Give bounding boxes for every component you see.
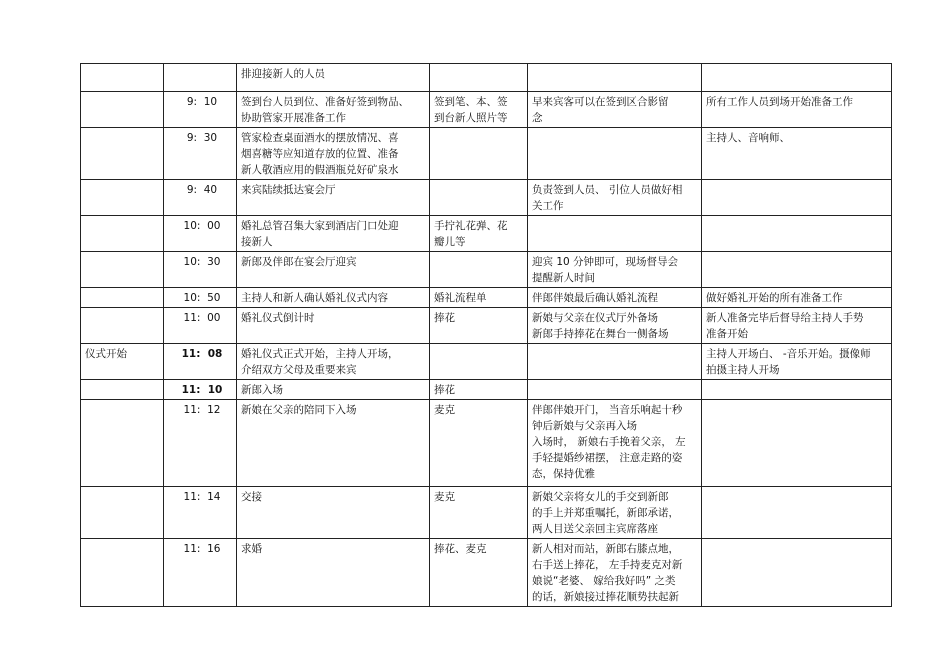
note-cell bbox=[528, 128, 702, 180]
props-cell bbox=[430, 180, 528, 216]
task-cell-line: 接新人 bbox=[241, 236, 273, 248]
phase-cell bbox=[81, 288, 164, 308]
note-cell-line: 新人相对而站，新郎右膝点地， bbox=[532, 543, 679, 555]
props-cell bbox=[430, 380, 528, 400]
staff-cell bbox=[702, 344, 892, 380]
task-cell bbox=[237, 128, 430, 180]
note-cell-line: 入场时， 新娘右手挽着父亲， 左 bbox=[532, 436, 686, 448]
phase-cell bbox=[81, 64, 164, 92]
task-cell-line: 婚礼仪式倒计时 bbox=[241, 312, 315, 324]
task-cell-line: 交接 bbox=[241, 491, 262, 503]
task-cell-line: 签到台人员到位、准备好签到物品、 bbox=[241, 96, 409, 108]
phase-cell bbox=[81, 216, 164, 252]
task-cell-line: 来宾陆续抵达宴会厅 bbox=[241, 184, 336, 196]
time-cell: 11: 16 bbox=[164, 539, 237, 607]
staff-cell-line: 准备开始 bbox=[706, 328, 748, 340]
schedule-table bbox=[80, 63, 892, 607]
note-cell bbox=[528, 92, 702, 128]
time-cell: 11: 12 bbox=[164, 400, 237, 487]
task-cell-line: 烟喜糖等应知道存放的位置、准备 bbox=[241, 148, 399, 160]
time-cell: 10: 50 bbox=[164, 288, 237, 308]
time-cell: 11: 00 bbox=[164, 308, 237, 344]
note-cell-line: 的话，新娘接过捧花顺势扶起新 bbox=[532, 591, 679, 603]
task-cell-line: 新郎入场 bbox=[241, 384, 283, 396]
staff-cell bbox=[702, 288, 892, 308]
note-cell-line: 右手送上捧花， 左手持麦克对新 bbox=[532, 559, 683, 571]
task-cell-line: 排迎接新人的人员 bbox=[241, 68, 325, 80]
note-cell-line: 提醒新人时间 bbox=[532, 272, 595, 284]
note-cell-line: 娘说“老婆、 嫁给我好吗” 之类 bbox=[532, 575, 676, 587]
time-cell: 10: 00 bbox=[164, 216, 237, 252]
table-row bbox=[81, 539, 892, 607]
note-cell bbox=[528, 308, 702, 344]
phase-cell bbox=[81, 308, 164, 344]
phase-cell bbox=[81, 487, 164, 539]
task-cell bbox=[237, 539, 430, 607]
props-cell bbox=[430, 64, 528, 92]
props-cell-line: 瓣儿等 bbox=[434, 236, 466, 248]
table-row bbox=[81, 380, 892, 400]
note-cell bbox=[528, 539, 702, 607]
phase-cell bbox=[81, 252, 164, 288]
props-cell-line: 到台新人照片等 bbox=[434, 112, 508, 124]
note-cell bbox=[528, 487, 702, 539]
time-cell bbox=[164, 64, 237, 92]
task-cell-line: 婚礼总管召集大家到酒店门口处迎 bbox=[241, 220, 399, 232]
props-cell bbox=[430, 92, 528, 128]
time-cell: 10: 30 bbox=[164, 252, 237, 288]
props-cell bbox=[430, 308, 528, 344]
table-row bbox=[81, 180, 892, 216]
note-cell-line: 钟后新娘与父亲再入场 bbox=[532, 420, 637, 432]
props-cell bbox=[430, 288, 528, 308]
props-cell-line: 婚礼流程单 bbox=[434, 292, 487, 304]
time-cell: 11: 10 bbox=[164, 380, 237, 400]
phase-cell bbox=[81, 380, 164, 400]
props-cell-line: 捧花 bbox=[434, 312, 455, 324]
note-cell-line: 手轻提婚纱裙摆， 注意走路的姿 bbox=[532, 452, 683, 464]
table-row bbox=[81, 487, 892, 539]
note-cell bbox=[528, 380, 702, 400]
task-cell-line: 新娘在父亲的陪同下入场 bbox=[241, 404, 357, 416]
task-cell-line: 管家检查桌面酒水的摆放情况、喜 bbox=[241, 132, 399, 144]
note-cell bbox=[528, 288, 702, 308]
phase-cell bbox=[81, 180, 164, 216]
task-cell-line: 介绍双方父母及重要来宾 bbox=[241, 364, 357, 376]
note-cell bbox=[528, 180, 702, 216]
phase-cell: 仪式开始 bbox=[81, 344, 164, 380]
note-cell-line: 伴郎伴娘开门， 当音乐响起十秒 bbox=[532, 404, 683, 416]
props-cell bbox=[430, 487, 528, 539]
task-cell bbox=[237, 216, 430, 252]
staff-cell-line: 主持人开场白、 -音乐开始。摄像师 bbox=[706, 348, 871, 360]
task-cell bbox=[237, 487, 430, 539]
table-row bbox=[81, 128, 892, 180]
staff-cell-line: 新人准备完毕后督导给主持人手势 bbox=[706, 312, 864, 324]
note-cell bbox=[528, 252, 702, 288]
note-cell-line: 的手上并郑重嘱托，新郎承诺， bbox=[532, 507, 679, 519]
note-cell-line: 新娘与父亲在仪式厅外备场 bbox=[532, 312, 658, 324]
task-cell-line: 主持人和新人确认婚礼仪式内容 bbox=[241, 292, 388, 304]
phase-cell bbox=[81, 539, 164, 607]
table-row bbox=[81, 344, 892, 380]
table-row bbox=[81, 308, 892, 344]
staff-cell bbox=[702, 180, 892, 216]
staff-cell-line: 做好婚礼开始的所有准备工作 bbox=[706, 292, 843, 304]
table-row bbox=[81, 252, 892, 288]
table-row bbox=[81, 92, 892, 128]
note-cell-line: 两人目送父亲回主宾席落座 bbox=[532, 523, 658, 535]
props-cell bbox=[430, 128, 528, 180]
note-cell-line: 负责签到人员、 引位人员做好相 bbox=[532, 184, 683, 196]
phase-cell bbox=[81, 128, 164, 180]
task-cell bbox=[237, 400, 430, 487]
note-cell-line: 早来宾客可以在签到区合影留 bbox=[532, 96, 669, 108]
time-cell: 11: 08 bbox=[164, 344, 237, 380]
task-cell bbox=[237, 288, 430, 308]
task-cell bbox=[237, 380, 430, 400]
props-cell-line: 麦克 bbox=[434, 491, 455, 503]
phase-cell bbox=[81, 400, 164, 487]
task-cell bbox=[237, 180, 430, 216]
task-cell bbox=[237, 344, 430, 380]
task-cell bbox=[237, 252, 430, 288]
props-cell bbox=[430, 400, 528, 487]
staff-cell bbox=[702, 308, 892, 344]
phase-cell bbox=[81, 92, 164, 128]
props-cell bbox=[430, 216, 528, 252]
time-cell: 11: 14 bbox=[164, 487, 237, 539]
task-cell bbox=[237, 64, 430, 92]
task-cell bbox=[237, 92, 430, 128]
table-row bbox=[81, 288, 892, 308]
note-cell bbox=[528, 216, 702, 252]
task-cell-line: 新人敬酒应用的假酒瓶兑好矿泉水 bbox=[241, 164, 399, 176]
task-cell-line: 求婚 bbox=[241, 543, 262, 555]
table-row bbox=[81, 64, 892, 92]
note-cell-line: 伴郎伴娘最后确认婚礼流程 bbox=[532, 292, 658, 304]
staff-cell bbox=[702, 380, 892, 400]
staff-cell bbox=[702, 216, 892, 252]
staff-cell bbox=[702, 252, 892, 288]
staff-cell bbox=[702, 400, 892, 487]
task-cell-line: 婚礼仪式正式开始，主持人开场， bbox=[241, 348, 399, 360]
time-cell: 9: 40 bbox=[164, 180, 237, 216]
props-cell-line: 捧花 bbox=[434, 384, 455, 396]
task-cell bbox=[237, 308, 430, 344]
staff-cell bbox=[702, 539, 892, 607]
props-cell-line: 捧花、麦克 bbox=[434, 543, 487, 555]
props-cell bbox=[430, 344, 528, 380]
note-cell-line: 念 bbox=[532, 112, 543, 124]
staff-cell-line: 拍摄主持人开场 bbox=[706, 364, 780, 376]
note-cell-line: 态，保持优雅 bbox=[532, 468, 595, 480]
note-cell bbox=[528, 400, 702, 487]
task-cell-line: 协助管家开展准备工作 bbox=[241, 112, 346, 124]
note-cell-line: 新娘父亲将女儿的手交到新郎 bbox=[532, 491, 669, 503]
note-cell bbox=[528, 344, 702, 380]
table-row bbox=[81, 216, 892, 252]
task-cell-line: 新郎及伴郎在宴会厅迎宾 bbox=[241, 256, 357, 268]
note-cell-line: 新郎手持捧花在舞台一侧备场 bbox=[532, 328, 669, 340]
staff-cell bbox=[702, 128, 892, 180]
props-cell-line: 麦克 bbox=[434, 404, 455, 416]
staff-cell-line: 所有工作人员到场开始准备工作 bbox=[706, 96, 853, 108]
staff-cell bbox=[702, 64, 892, 92]
table-row bbox=[81, 400, 892, 487]
props-cell-line: 签到笔、本、签 bbox=[434, 96, 508, 108]
time-cell: 9: 10 bbox=[164, 92, 237, 128]
staff-cell bbox=[702, 92, 892, 128]
time-cell: 9: 30 bbox=[164, 128, 237, 180]
props-cell bbox=[430, 252, 528, 288]
note-cell-line: 迎宾 10 分钟即可，现场督导会 bbox=[532, 256, 679, 268]
staff-cell bbox=[702, 487, 892, 539]
note-cell bbox=[528, 64, 702, 92]
staff-cell-line: 主持人、音响师、 bbox=[706, 132, 790, 144]
props-cell bbox=[430, 539, 528, 607]
props-cell-line: 手拧礼花弹、花 bbox=[434, 220, 508, 232]
note-cell-line: 关工作 bbox=[532, 200, 564, 212]
